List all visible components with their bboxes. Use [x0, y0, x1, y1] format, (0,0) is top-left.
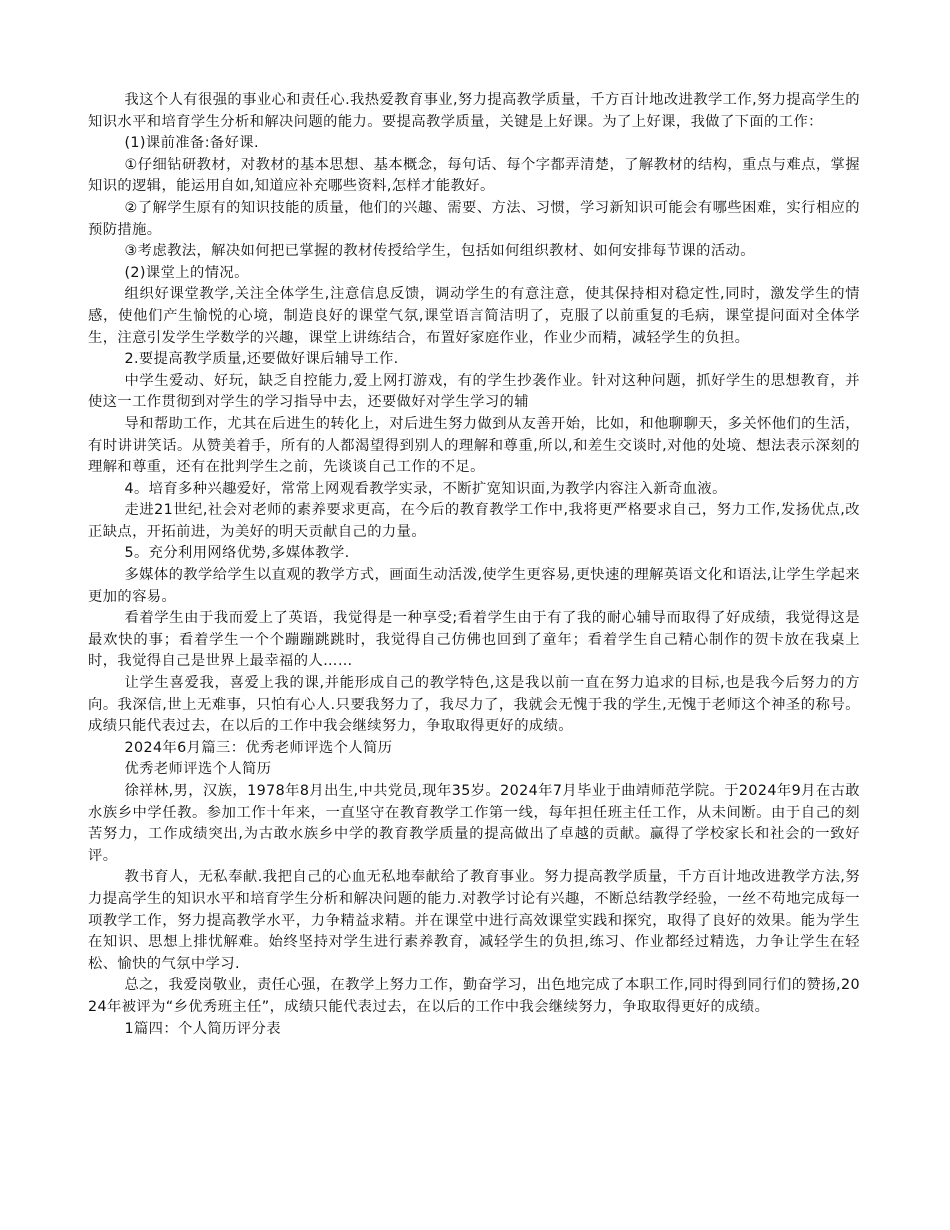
- paragraph-13: 5。充分利用网络优势,多媒体教学.: [124, 545, 350, 562]
- paragraph-11: 4。培育多种兴趣爱好，常常上网观看教学实录，不断扩宽知识面,为教学内容注入新奇血液。: [124, 480, 727, 497]
- paragraph-10: 导和帮助工作，尤其在后进生的转化上，对后进生努力做到从友善开始，比如，和他聊聊天，多关怀他们的生活，有时讲讲笑话。从赞美着手，所有的人都渴望得到别人的理解和尊重,所以,和差生交谈时,对他的处境、想法表示深刻的理解和尊重，还有在批判学生之前，先谈谈自己工作的不足。: [88, 415, 860, 476]
- paragraph-14: 多媒体的教学给学生以直观的教学方式，画面生动活泼,使学生更容易,更快速的理解英语文化和语法,让学生学起来更加的容易。: [88, 567, 860, 605]
- paragraph-4: ②了解学生原有的知识技能的质量，他们的兴趣、需要、方法、习惯，学习新知识可能会有哪些困难，实行相应的预防措施。: [88, 199, 860, 238]
- paragraph-7: 组织好课堂教学,关注全体学生,注意信息反馈，调动学生的有意注意，使其保持相对稳定性,同时，激发学生的情感，使他们产生愉悦的心境，制造良好的课堂气氛,课堂语言简洁明了，克服了以前重复的毛病，课堂提问面对全体学生，注意引发学生学数学的兴趣，课堂上讲练结合，布置好家庭作业，作业少而精，减轻学生的负担。: [88, 286, 860, 346]
- paragraph-5: ③考虑教法，解决如何把已掌握的教材传授给学生，包括如何组织教材、如何安排每节课的活动。: [124, 243, 755, 260]
- paragraph-3: ①仔细钻研教材，对教材的基本思想、基本概念，每句话、每个字都弄清楚，了解教材的结构，重点与难点，掌握知识的逻辑，能运用自如,知道应补充哪些资料,怎样才能教好。: [88, 156, 860, 195]
- paragraph-6: (2)课堂上的情况。: [124, 264, 249, 281]
- paragraph-15: 看着学生由于我而爱上了英语，我觉得是一种享受;看着学生由于有了我的耐心辅导而取得了好成绩，我觉得这是最欢快的事；看着学生一个个蹦蹦跳跳时，我觉得自己仿佛也回到了童年；看着学生自己精心制作的贺卡放在我桌上时，我觉得自己是世界上最幸福的人……: [88, 610, 860, 670]
- paragraph-2: (1)课前准备:备好课.: [124, 135, 259, 152]
- document-body: [88, 90, 860, 1040]
- paragraph-1: 我这个人有很强的事业心和责任心.我热爱教育事业,努力提高教学质量，千方百计地改进教学工作,努力提高学生的知识水平和培育学生分析和解决问题的能力。要提高教学质量，关键是上好课。为了上好课，我做了下面的工作：: [88, 92, 860, 130]
- resume-title: 优秀老师评选个人简历: [124, 761, 272, 778]
- section-heading-3: 2024年6月篇三：优秀老师评选个人简历: [124, 739, 393, 756]
- section-heading-4: 1篇四：个人简历评分表: [124, 1020, 281, 1037]
- paragraph-21: 总之，我爱岗敬业，责任心强，在教学上努力工作，勤奋学习，出色地完成了本职工作,同时得到同行们的赞扬,2024年被评为“乡优秀班主任”，成绩只能代表过去，在以后的工作中我会继续努力，争取取得更好的成绩。: [88, 977, 860, 1015]
- paragraph-20: 教书育人，无私奉献.我把自己的心血无私地奉献给了教育事业。努力提高教学质量，千方百计地改进教学方法,努力提高学生的知识水平和培育学生分析和解决问题的能力.对教学讨论有兴趣，不断总结教学经验，一丝不苟地完成每一项教学工作，努力提高教学水平，力争精益求精。并在课堂中进行高效课堂实践和探究，取得了良好的效果。能为学生在知识、思想上排忧解难。始终坚持对学生进行素养教育，减轻学生的负担,练习、作业都经过精选，力争让学生在轻松、愉快的气氛中学习.: [88, 869, 860, 972]
- paragraph-19: 徐祥林,男，汉族，1978年8月出生,中共党员,现年35岁。2024年7月毕业于曲靖师范学院。于2024年9月在古敢水族乡中学任教。参加工作十年来，一直坚守在教育教学工作第一线，每年担任班主任工作，从未间断。由于自己的刻苦努力，工作成绩突出,为古敢水族乡中学的教育教学质量的提高做出了卓越的贡献。赢得了学校家长和社会的一致好评。: [88, 783, 860, 864]
- paragraph-9: 中学生爱动、好玩，缺乏自控能力,爱上网打游戏，有的学生抄袭作业。针对这种问题，抓好学生的思想教育，并使这一工作贯彻到对学生的学习指导中去，还要做好对学生学习的辅: [88, 372, 860, 411]
- paragraph-8: 2.要提高教学质量,还要做好课后辅导工作.: [124, 351, 399, 368]
- paragraph-12: 走进21世纪,社会对老师的素养要求更高，在今后的教育教学工作中,我将更严格要求自己，努力工作,发扬优点,改正缺点，开拓前进，为美好的明天贡献自己的力量。: [88, 502, 860, 540]
- paragraph-16: 让学生喜爱我，喜爱上我的课,并能形成自己的教学特色,这是我以前一直在努力追求的目标,也是我今后努力的方向。我深信,世上无难事，只怕有心人.只要我努力了，我尽力了，我就会无愧于我的学生,无愧于老师这个神圣的称号。 成绩只能代表过去，在以后的工作中我会继续努力，争取取得更好的成绩。: [88, 675, 860, 735]
